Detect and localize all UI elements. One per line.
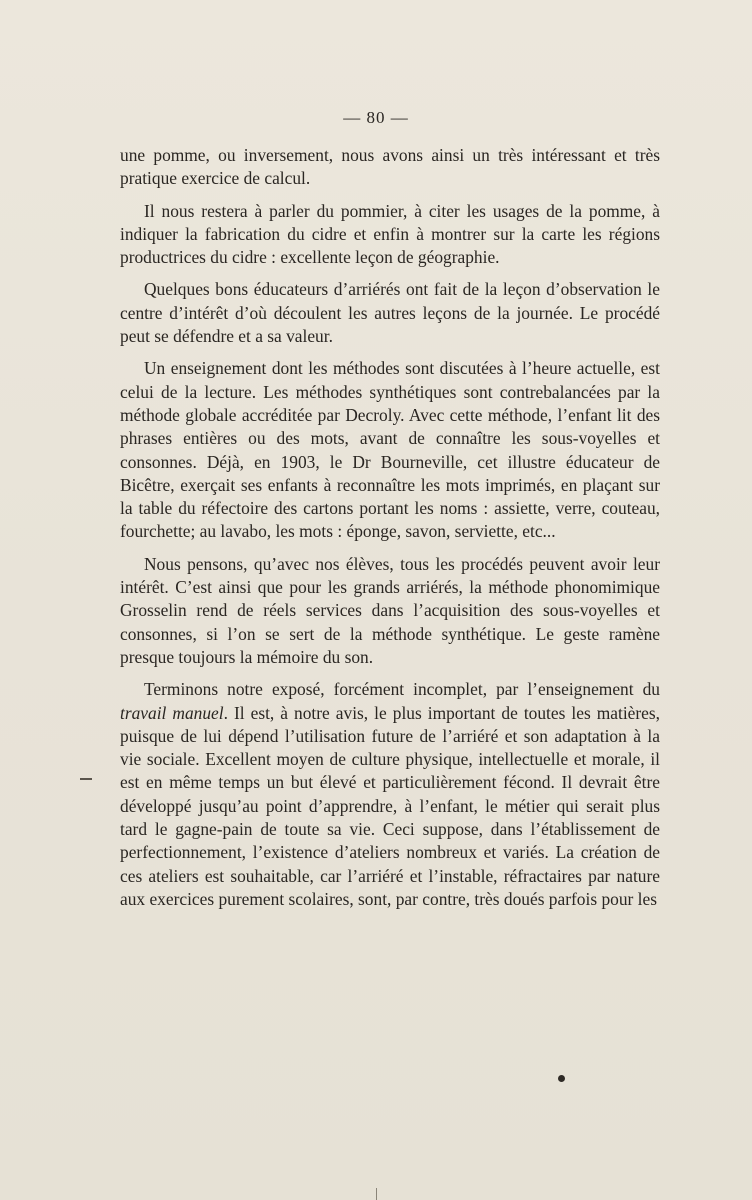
page-number: — 80 —: [343, 108, 409, 127]
paragraph: Quelques bons éducateurs d’arriérés ont fait de la leçon d’observation le centre d’intérêt d’où découlent les autres leçons de la journée. Le procédé peut se défendre et a sa valeur.: [120, 279, 660, 347]
paragraph: Un enseignement dont les méthodes sont discutées à l’heure actuelle, est celui de la lecture. Les méthodes synthétiques sont contrebalancées par la méthode globale accréditée par Decroly. Avec cette méthode, l’enfant lit des phrases entières ou des mots, avant de connaître les sous-voyelles et consonnes. Déjà, en 1903, le Dr Bourneville, cet illustre éducateur de Bicêtre, exerçait ses enfants à reconnaître les mots imprimés, en plaçant sur la table du réfectoire des cartons portant les noms : assiette, verre, couteau, fourchette; au lavabo, les mots : éponge, savon, serviette, etc...: [120, 358, 660, 542]
body-text: [120, 144, 660, 920]
fold-mark: [376, 1188, 377, 1200]
ink-speck: [558, 1075, 565, 1082]
paragraph: [120, 678, 660, 911]
paragraph: une pomme, ou inversement, nous avons ainsi un très intéressant et très pratique exercice de calcul.: [120, 145, 660, 189]
italic-term: travail manuel: [120, 702, 224, 723]
paragraph: Nous pensons, qu’avec nos élèves, tous les procédés peuvent avoir leur intérêt. C’est ainsi que pour les grands arriérés, la méthode phonomimique Grosselin rend de réels services dans l’acquisition des sous-voyelles et consonnes, si l’on se sert de la méthode synthétique. Le geste ramène presque toujours la mémoire du son.: [120, 553, 660, 667]
margin-mark: [80, 778, 92, 780]
paragraph-text-before: Terminons notre exposé, forcément incomplet, par l’enseignement du: [144, 679, 660, 700]
paragraph: Il nous restera à parler du pommier, à citer les usages de la pomme, à indiquer la fabrication du cidre et enfin à montrer sur la carte les régions productrices du cidre : excellente leçon de géographie.: [120, 200, 660, 268]
paragraph-text-after: . Il est, à notre avis, le plus important de toutes les matières, puisque de lui dépend l’utilisation future de l’arriéré et son adaptation à la vie sociale. Excellent moyen de culture physique, intellectuelle et morale, il est en même temps un but élevé et particulièrement fécond. Il devrait être développé jusqu’au point d’apprendre, à l’enfant, le métier qui serait plus tard le gagne-pain de toute sa vie. Ceci suppose, dans l’établissement de perfectionnement, l’existence d’ateliers nombreux et variés. La création de ces ateliers est souhaitable, car l’arriéré et l’instable, réfractaires par nature aux exercices purement scolaires, sont, par contre, très doués parfois pour les: [120, 702, 660, 909]
